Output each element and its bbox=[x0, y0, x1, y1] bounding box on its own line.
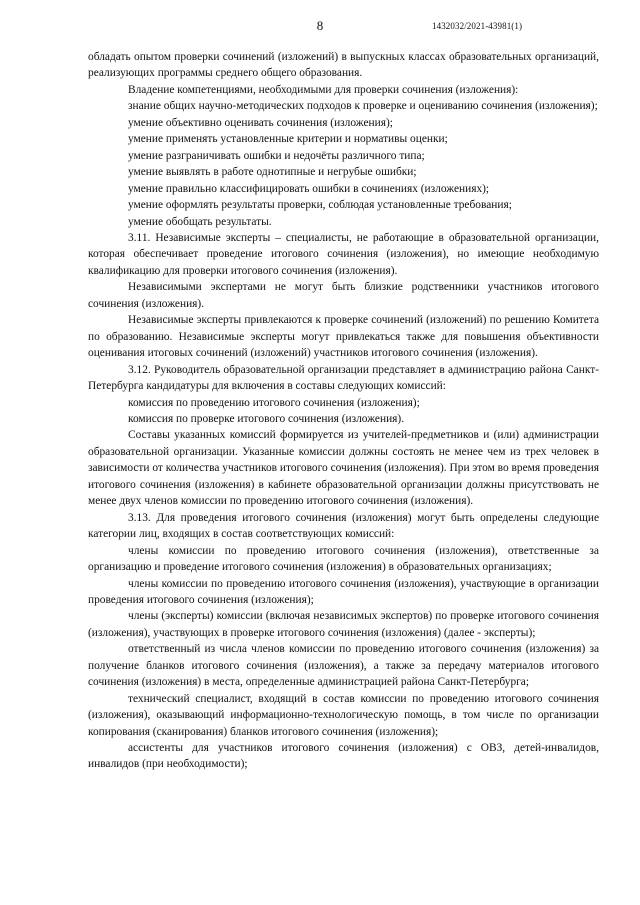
list-item: ответственный из числа членов комиссии по проведению итогового сочинения (изложения) за получение бланков итогового сочинения (изложения), а также за передачу материалов итогового сочинения (изложения) в места, определенные администрацией района Санкт-Петербурга; bbox=[88, 643, 599, 689]
list-item: умение обобщать результаты. bbox=[128, 215, 272, 228]
list-item: знание общих научно-методических подходов к проверке и оцениванию сочинения (изложения); bbox=[128, 100, 598, 113]
document-id: 1432032/2021-43981(1) bbox=[432, 21, 523, 31]
list-item: члены (эксперты) комиссии (включая независимых экспертов) по проверке итогового сочинения (изложения), участвующих в проверке итогового сочинения (изложения) (далее - эксперты); bbox=[88, 610, 599, 639]
list-item: умение выявлять в работе однотипные и негрубые ошибки; bbox=[128, 166, 417, 179]
section-3-11: 3.11. Независимые эксперты – специалисты, не работающие в образовательной организации, которая обеспечивает проведение итогового сочинения (изложения), но имеющие необходимую квалификацию для проверки итогового сочинения (изложения). bbox=[88, 231, 599, 277]
list-item: умение применять установленные критерии и нормативы оценки; bbox=[128, 133, 448, 146]
list-item: комиссия по проверке итогового сочинения (изложения). bbox=[128, 412, 405, 425]
paragraph: Владение компетенциями, необходимыми для проверки сочинения (изложения): bbox=[128, 83, 519, 96]
list-item: члены комиссии по проведению итогового сочинения (изложения), участвующие в организации проведения итогового сочинения (изложения); bbox=[88, 577, 599, 606]
paragraph: Составы указанных комиссий формируется из учителей-предметников и (или) администрации образовательной организации. Указанные комиссии должны состоять не менее чем из трех человек в зависимости от количества участников итогового сочинения (изложения). При этом во время проведения итогового сочинения (изложения) в кабинете образовательной организации должны присутствовать не менее двух членов комиссии по проведению итогового сочинения (изложения). bbox=[88, 429, 599, 508]
list-item: технический специалист, входящий в состав комиссии по проведению итогового сочинения (изложения), оказывающий информационно-технологическую помощь, в том числе по организации копирования (сканирования) бланков итогового сочинения (изложения); bbox=[88, 692, 599, 738]
paragraph: Независимые эксперты привлекаются к проверке сочинений (изложений) по решению Комитета по образованию. Независимые эксперты могут привлекаться также для повышения объективности оценивания итоговых сочинений (изложений) участников итогового сочинения (изложения). bbox=[88, 314, 599, 360]
list-item: умение разграничивать ошибки и недочёты различного типа; bbox=[128, 149, 425, 162]
page-number: 8 bbox=[316, 18, 324, 33]
paragraph: Независимыми экспертами не могут быть близкие родственники участников итогового сочинения (изложения). bbox=[88, 281, 599, 310]
list-item: умение оформлять результаты проверки, соблюдая установленные требования; bbox=[128, 199, 512, 212]
document-body bbox=[88, 49, 599, 773]
list-item: комиссия по проведению итогового сочинения (изложения); bbox=[128, 396, 420, 409]
list-item: умение правильно классифицировать ошибки в сочинениях (изложениях); bbox=[128, 182, 490, 195]
list-item: члены комиссии по проведению итогового сочинения (изложения), ответственные за организацию и проведение итогового сочинения (изложения) в образовательных организациях; bbox=[88, 544, 599, 574]
section-3-12: 3.12. Руководитель образовательной организации представляет в администрацию района Санкт-Петербурга кандидатуры для включения в составы следующих комиссий: bbox=[88, 363, 599, 393]
section-3-13: 3.13. Для проведения итогового сочинения (изложения) могут быть определены следующие категории лиц, входящих в состав соответствующих комиссий: bbox=[88, 511, 599, 541]
list-item: ассистенты для участников итогового сочинения (изложения) с ОВЗ, детей-инвалидов, инвалидов (при необходимости); bbox=[88, 742, 599, 771]
paragraph: обладать опытом проверки сочинений (изложений) в выпускных классах образовательных организаций, реализующих программы среднего общего образования. bbox=[88, 51, 599, 80]
list-item: умение объективно оценивать сочинения (изложения); bbox=[128, 116, 393, 129]
